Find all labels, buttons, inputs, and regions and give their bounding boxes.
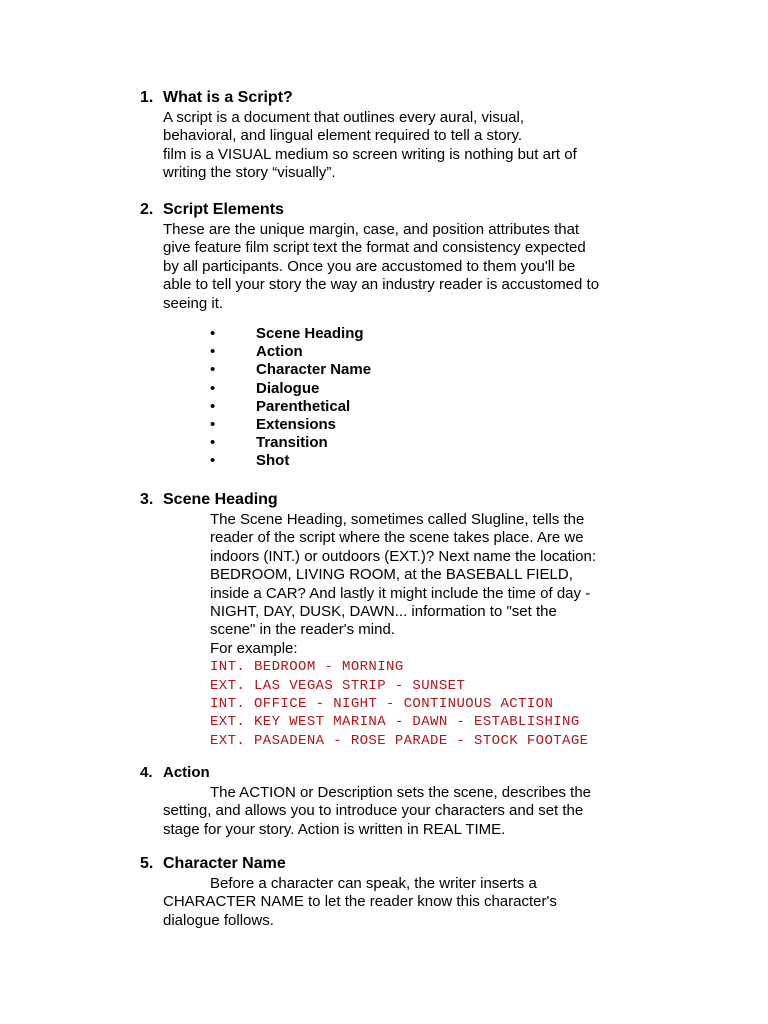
- bullet-icon: •: [210, 434, 216, 452]
- list-item: [140, 325, 700, 343]
- body-line: film is a VISUAL medium so screen writing is nothing but art of: [163, 145, 577, 163]
- example-slugline: EXT. LAS VEGAS STRIP - SUNSET: [210, 677, 466, 694]
- body-line: dialogue follows.: [163, 911, 274, 929]
- body-line: The Scene Heading, sometimes called Slugline, tells the: [210, 511, 585, 528]
- body-line: indoors (INT.) or outdoors (EXT.)? Next name the location:: [210, 547, 597, 565]
- section-number: 1.: [140, 89, 154, 106]
- section-title: What is a Script?: [163, 89, 293, 106]
- list-item-label: Scene Heading: [256, 324, 364, 342]
- bullet-icon: •: [210, 361, 216, 379]
- section-title: Script Elements: [163, 201, 284, 218]
- list-item: [140, 380, 700, 398]
- list-item: [140, 398, 700, 416]
- body-line: seeing it.: [163, 294, 224, 312]
- section-what-is-a-script: [140, 89, 700, 183]
- section-title: Action: [163, 764, 210, 781]
- body-line: CHARACTER NAME to let the reader know this character's: [163, 893, 557, 911]
- body-line: give feature film script text the format and consistency expected: [163, 239, 586, 257]
- section-heading: [140, 201, 700, 221]
- section-number: 4.: [140, 764, 153, 781]
- section-number: 2.: [140, 201, 154, 218]
- example-slugline: INT. OFFICE - NIGHT - CONTINUOUS ACTION: [210, 695, 554, 712]
- body-line: NIGHT, DAY, DUSK, DAWN... information to "set the: [210, 602, 557, 620]
- bullet-icon: •: [210, 379, 216, 397]
- section-heading: [140, 491, 700, 511]
- body-line: by all participants. Once you are accustomed to them you'll be: [163, 257, 576, 275]
- bullet-icon: •: [210, 415, 216, 433]
- body-line: writing the story “visually”.: [163, 164, 336, 182]
- body-line: stage for your story. Action is written in REAL TIME.: [163, 820, 506, 838]
- section-scene-heading: [140, 491, 700, 750]
- section-body: [163, 784, 700, 839]
- body-line: These are the unique margin, case, and position attributes that: [163, 221, 580, 238]
- section-body: [163, 221, 700, 313]
- list-item: [140, 416, 700, 434]
- bullet-icon: •: [210, 397, 216, 415]
- example-slugline: EXT. KEY WEST MARINA - DAWN - ESTABLISHING: [210, 714, 580, 731]
- list-item-label: Transition: [256, 434, 328, 452]
- body-line: able to tell your story the way an industry reader is accustomed to: [163, 276, 600, 294]
- list-item: [140, 434, 700, 452]
- section-body: [210, 511, 700, 750]
- list-item: [140, 343, 700, 361]
- body-line: For example:: [210, 639, 298, 657]
- section-number: 5.: [140, 855, 154, 872]
- body-line: BEDROOM, LIVING ROOM, at the BASEBALL FIELD,: [210, 566, 573, 584]
- bullet-icon: •: [210, 324, 216, 342]
- section-title: Scene Heading: [163, 491, 278, 508]
- section-heading: [140, 89, 700, 109]
- section-body: [163, 875, 700, 930]
- section-action: [140, 764, 700, 839]
- script-elements-list: [140, 325, 700, 471]
- section-body: [163, 109, 700, 183]
- section-script-elements: [140, 201, 700, 470]
- bullet-icon: •: [210, 343, 216, 361]
- list-item-label: Shot: [256, 452, 290, 470]
- section-title: Character Name: [163, 855, 286, 872]
- list-item-label: Dialogue: [256, 379, 320, 397]
- body-line: Before a character can speak, the writer inserts a: [210, 875, 537, 892]
- list-item-label: Character Name: [256, 361, 372, 379]
- list-item-label: Extensions: [256, 415, 337, 433]
- body-line: setting, and allows you to introduce your characters and set the: [163, 802, 584, 820]
- body-line: inside a CAR? And lastly it might include the time of day -: [210, 584, 591, 602]
- section-heading: [140, 764, 700, 784]
- section-number: 3.: [140, 491, 154, 508]
- list-item: [140, 452, 700, 470]
- body-line: The ACTION or Description sets the scene, describes the: [210, 784, 591, 801]
- example-slugline: EXT. PASADENA - ROSE PARADE - STOCK FOOTAGE: [210, 732, 589, 749]
- section-character-name: [140, 855, 700, 930]
- body-line: A script is a document that outlines every aural, visual,: [163, 109, 525, 126]
- body-line: reader of the script where the scene takes place. Are we: [210, 529, 584, 547]
- list-item-label: Parenthetical: [256, 397, 351, 415]
- list-item-label: Action: [256, 343, 303, 361]
- list-item: [140, 361, 700, 379]
- body-line: behavioral, and lingual element required to tell a story.: [163, 127, 523, 145]
- bullet-icon: •: [210, 452, 216, 470]
- example-slugline: INT. BEDROOM - MORNING: [210, 659, 404, 676]
- body-line: scene" in the reader's mind.: [210, 621, 395, 639]
- section-heading: [140, 855, 700, 875]
